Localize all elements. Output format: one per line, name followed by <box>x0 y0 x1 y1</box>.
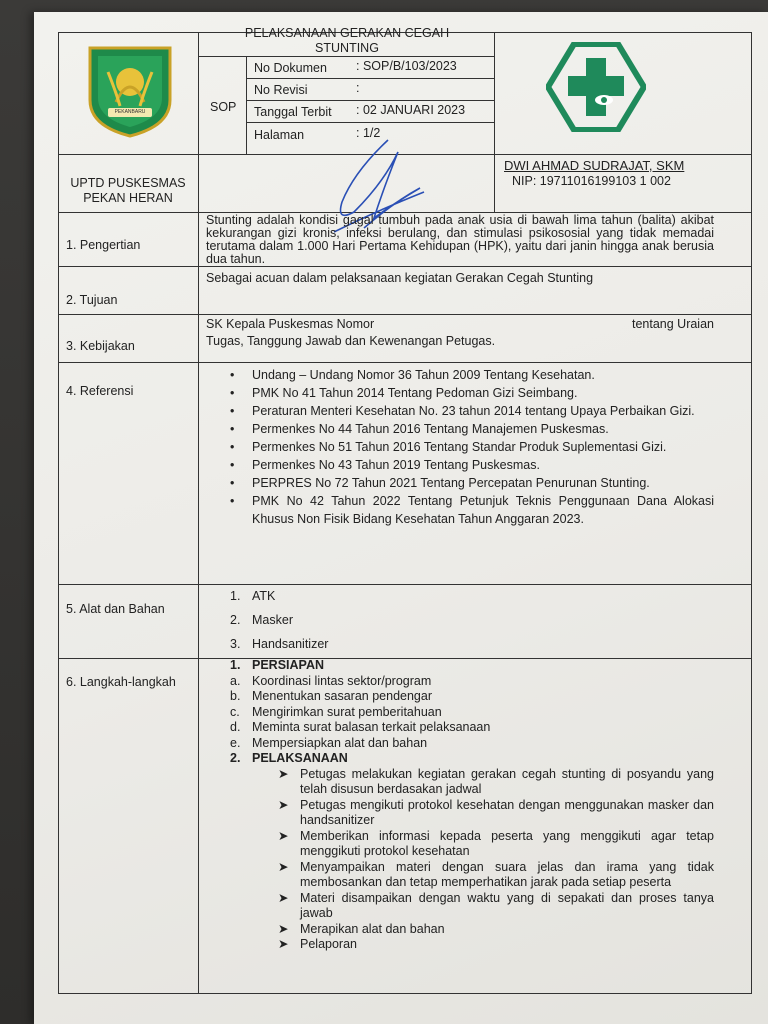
organization-name <box>62 176 194 206</box>
referensi-item: • PMK No 42 Tahun 2022 Tentang Petunjuk Teknis Penggunaan Dana Alokasi Khusus Non Fisik Bidang Kesehatan Tahun Anggaran 2023. <box>206 492 714 528</box>
text-kebijakan <box>206 316 714 350</box>
arrow-bullet-icon: ➤ <box>278 859 289 874</box>
pelaksanaan-item: ➤ Pelaporan <box>278 937 357 951</box>
section-persiapan: 1. PERSIAPAN <box>230 658 325 672</box>
pelaksanaan-item: ➤ Menyampaikan materi dengan suara jelas dan irama yang tidak membosankan dan tetap memperhatikan jarak pada setiap peserta <box>278 859 714 889</box>
arrow-bullet-icon: ➤ <box>278 890 289 905</box>
arrow-bullet-icon: ➤ <box>278 797 289 812</box>
sop-label: SOP <box>210 100 237 114</box>
field-value-no-revisi: : <box>356 81 360 95</box>
org-line-2: PEKAN HERAN <box>83 191 173 205</box>
field-value-halaman: : 1/2 <box>356 126 381 140</box>
field-label-no-revisi: No Revisi <box>254 83 308 97</box>
referensi-item: • PERPRES No 72 Tahun 2021 Tentang Percepatan Penurunan Stunting. <box>206 474 714 492</box>
arrow-bullet-icon: ➤ <box>278 828 289 843</box>
persiapan-item: d. Meminta surat balasan terkait pelaksanaan <box>230 720 491 734</box>
label-pengertian: 1. Pengertian <box>66 238 141 252</box>
referensi-item: • Permenkes No 43 Tahun 2019 Tentang Puskesmas. <box>206 456 714 474</box>
kebijakan-line2: Tugas, Tanggung Jawab dan Kewenangan Petugas. <box>206 334 496 348</box>
referensi-item: • Undang – Undang Nomor 36 Tahun 2009 Tentang Kesehatan. <box>206 366 714 384</box>
label-tujuan: 2. Tujuan <box>66 293 118 307</box>
arrow-bullet-icon: ➤ <box>278 921 289 936</box>
persiapan-item: b. Menentukan sasaran pendengar <box>230 689 432 703</box>
referensi-item: • Permenkes No 44 Tahun 2016 Tentang Manajemen Puskesmas. <box>206 420 714 438</box>
signer-nip: NIP: 19711016199103 1 002 <box>512 174 671 188</box>
signer-name: DWI AHMAD SUDRAJAT, SKM <box>504 158 685 173</box>
text-tujuan: Sebagai acuan dalam pelaksanaan kegiatan Gerakan Cegah Stunting <box>206 271 594 285</box>
kebijakan-line1-left: SK Kepala Puskesmas Nomor <box>206 317 375 331</box>
field-label-no-dokumen: No Dokumen <box>254 61 327 75</box>
alat-item: 1. ATK <box>230 589 276 603</box>
title-line-2: STUNTING <box>315 41 379 55</box>
pelaksanaan-item: ➤ Petugas mengikuti protokol kesehatan dengan menggunakan masker dan handsanitizer <box>278 797 714 827</box>
pelaksanaan-item: ➤ Petugas melakukan kegiatan gerakan cegah stunting di posyandu yang telah disusun berdasakan jadwal <box>278 766 714 796</box>
referensi-item: • PMK No 41 Tahun 2014 Tentang Pedoman Gizi Seimbang. <box>206 384 714 402</box>
label-alat-bahan: 5. Alat dan Bahan <box>66 602 165 616</box>
title-line-1: PELAKSANAAN GERAKAN CEGAH <box>244 26 450 40</box>
health-cross-logo <box>546 42 646 132</box>
alat-item: 2. Masker <box>230 613 293 627</box>
document-title <box>204 26 490 56</box>
alat-item: 3. Handsanitizer <box>230 637 329 651</box>
arrow-bullet-icon: ➤ <box>278 766 289 781</box>
persiapan-item: c. Mengirimkan surat pemberitahuan <box>230 704 442 719</box>
pelaksanaan-item: ➤ Merapikan alat dan bahan <box>278 921 445 936</box>
persiapan-item: a. Koordinasi lintas sektor/program <box>230 673 432 688</box>
langkah-list <box>206 658 714 953</box>
referensi-list <box>206 366 714 528</box>
section-pelaksanaan: 2. PELAKSANAAN <box>230 751 348 765</box>
field-value-no-dokumen: : SOP/B/103/2023 <box>356 59 457 73</box>
field-label-tanggal-terbit: Tanggal Terbit <box>254 105 332 119</box>
field-value-tanggal-terbit: : 02 JANUARI 2023 <box>356 103 466 117</box>
arrow-bullet-icon: ➤ <box>278 937 289 951</box>
label-referensi: 4. Referensi <box>66 384 134 398</box>
emblem-banner-text: PEKANBARU <box>114 109 146 115</box>
label-langkah: 6. Langkah-langkah <box>66 675 176 689</box>
text-pengertian: Stunting adalah kondisi gagal tumbuh pada anak usia di bawah lima tahun (balita) akibat kekurangan gizi kronis, infeksi berulang, dan stimulasi psikososial yang tidak memadai terutama dalam 1.000 Hari Pertama Kehidupan (HPK), yaitu dari janin hingga anak berusia dua tahun. <box>206 213 714 266</box>
regional-emblem-logo <box>86 42 174 138</box>
pelaksanaan-item: ➤ Memberikan informasi kepada peserta yang menggikuti agar tetap menggikuti protokol kesehatan <box>278 828 714 858</box>
kebijakan-line1-right: tentang Uraian <box>631 317 714 331</box>
org-line-1: UPTD PUSKESMAS <box>70 176 186 190</box>
alat-list <box>206 584 714 656</box>
field-label-halaman: Halaman <box>254 128 305 142</box>
referensi-item: • Permenkes No 51 Tahun 2016 Tentang Standar Produk Suplementasi Gizi. <box>206 438 714 456</box>
persiapan-item: e. Mempersiapkan alat dan bahan <box>230 735 428 750</box>
label-kebijakan: 3. Kebijakan <box>66 339 135 353</box>
pelaksanaan-item: ➤ Materi disampaikan dengan waktu yang di sepakati dan proses tanya jawab <box>278 890 714 920</box>
document-page <box>34 12 768 1024</box>
referensi-item: • Peraturan Menteri Kesehatan No. 23 tahun 2014 tentang Upaya Perbaikan Gizi. <box>206 402 714 420</box>
